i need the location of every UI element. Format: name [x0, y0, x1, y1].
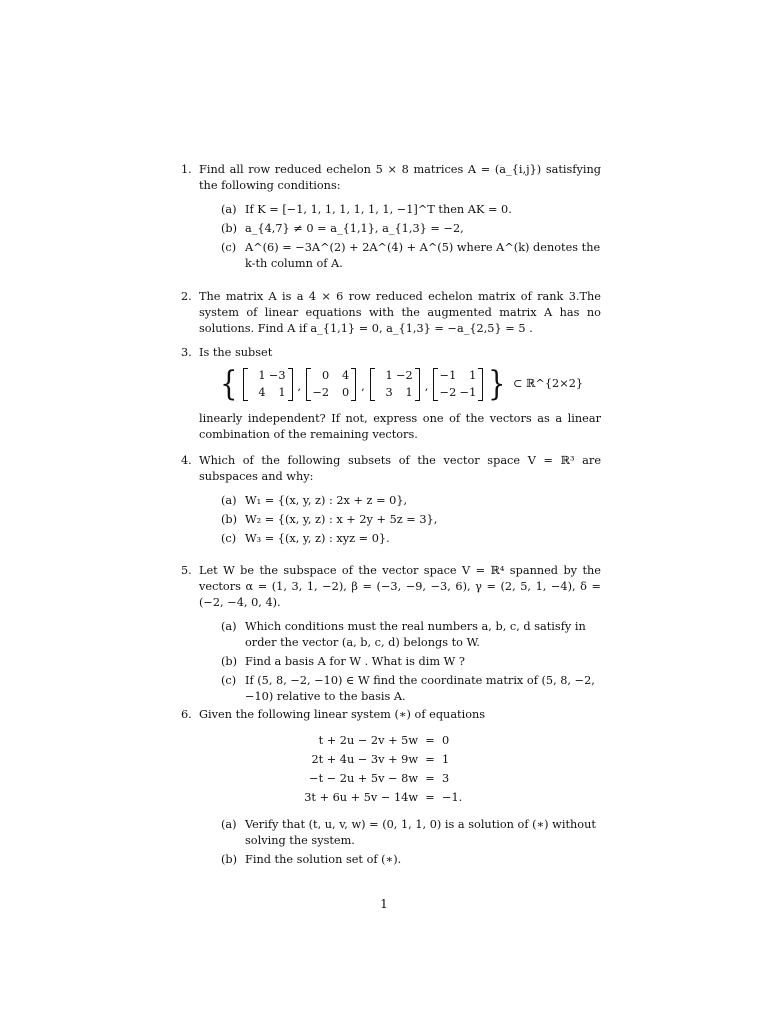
- matrix: −1 1 −2 −1: [433, 368, 483, 401]
- equation: t + 2u − 2v + 5w = 0: [318, 734, 450, 747]
- problem-text: Let W be the subspace of the vector space V = ℝ⁴ spanned by the vectors α = (1, 3, 1, −2), β = (−3, −9, −3, 6), γ = (2, 5, 1, −4), δ = (−2, −4, 0, 4).: [199, 564, 601, 609]
- subparts: [221, 619, 601, 705]
- matrix: 0 4 −2 0: [306, 368, 356, 401]
- subpart: (b) W₂ = {(x, y, z) : x + 2y + 5z = 3},: [221, 513, 438, 526]
- subset-of: ⊂ ℝ^{2×2}: [512, 377, 584, 390]
- problem-number: 1.: [181, 163, 192, 176]
- equation-system: [300, 731, 500, 807]
- matrix-set: { 1 −3 4 1 , 0 4 −2 0 , 1 −2 3 1 , −1 1 −2 −1 } ⊂ ℝ^{2×2}: [220, 364, 584, 404]
- subpart: (c) If (5, 8, −2, −10) ∈ W find the coordinate matrix of (5, 8, −2, −10) relative to the basis A.: [221, 674, 595, 703]
- problem-text: Find all row reduced echelon 5 × 8 matrices A = (a_{i,j}) satisfying the following conditions:: [199, 163, 601, 192]
- problem-number: 3.: [181, 346, 192, 359]
- problem-text: Is the subset: [199, 346, 273, 359]
- problem-number: 2.: [181, 290, 192, 303]
- problem-4: [181, 453, 601, 550]
- problem-2: [181, 289, 601, 337]
- subpart: (b) Find a basis A for W . What is dim W ?: [221, 655, 465, 668]
- subpart: (a) Verify that (t, u, v, w) = (0, 1, 1, 0) is a solution of (∗) without solving the system.: [221, 818, 596, 847]
- problem-text: Which of the following subsets of the vector space V = ℝ³ are subspaces and why:: [199, 454, 601, 483]
- subpart: (a) Which conditions must the real numbers a, b, c, d satisfy in order the vector (a, b, c, d) belongs to W.: [221, 620, 586, 649]
- problem-number: 6.: [181, 708, 192, 721]
- problem-text-continued: linearly independent? If not, express one of the vectors as a linear combination of the remaining vectors.: [199, 412, 601, 441]
- subparts: [221, 817, 601, 868]
- page-number: 1: [380, 897, 388, 911]
- problem-3: [181, 345, 601, 443]
- right-brace: }: [488, 364, 506, 404]
- problem-5: [181, 563, 601, 708]
- left-brace: {: [220, 364, 238, 404]
- subpart: (c) A^(6) = −3A^(2) + 2A^(4) + A^(5) where A^(k) denotes the k-th column of A.: [221, 241, 601, 270]
- subpart: (b) Find the solution set of (∗).: [221, 853, 402, 866]
- matrix: 1 −3 4 1: [243, 368, 293, 401]
- equation: 3t + 6u + 5v − 14w = −1.: [304, 791, 463, 804]
- equation: 2t + 4u − 3v + 9w = 1: [311, 753, 450, 766]
- problem-text: Given the following linear system (∗) of equations: [199, 708, 486, 721]
- problem-1: [181, 162, 601, 275]
- subpart: (a) If K = [−1, 1, 1, 1, 1, 1, 1, −1]^T then AK = 0.: [221, 203, 512, 216]
- problem-6: [181, 707, 601, 871]
- subpart: (c) W₃ = {(x, y, z) : xyz = 0}.: [221, 532, 390, 545]
- equation: −t − 2u + 5v − 8w = 3: [309, 772, 450, 785]
- subparts: [221, 202, 601, 272]
- problem-number: 4.: [181, 454, 192, 467]
- subpart: (b) a_{4,7} ≠ 0 = a_{1,1}, a_{1,3} = −2,: [221, 222, 464, 235]
- problem-number: 5.: [181, 564, 192, 577]
- problem-text: The matrix A is a 4 × 6 row reduced echelon matrix of rank 3.The system of linear equations with the augmented matrix A has no solutions. Find A if a_{1,1} = 0, a_{1,3} = −a_{2,5} = 5 .: [199, 290, 601, 335]
- subpart: (a) W₁ = {(x, y, z) : 2x + z = 0},: [221, 494, 408, 507]
- subparts: [221, 493, 601, 547]
- matrix: 1 −2 3 1: [370, 368, 420, 401]
